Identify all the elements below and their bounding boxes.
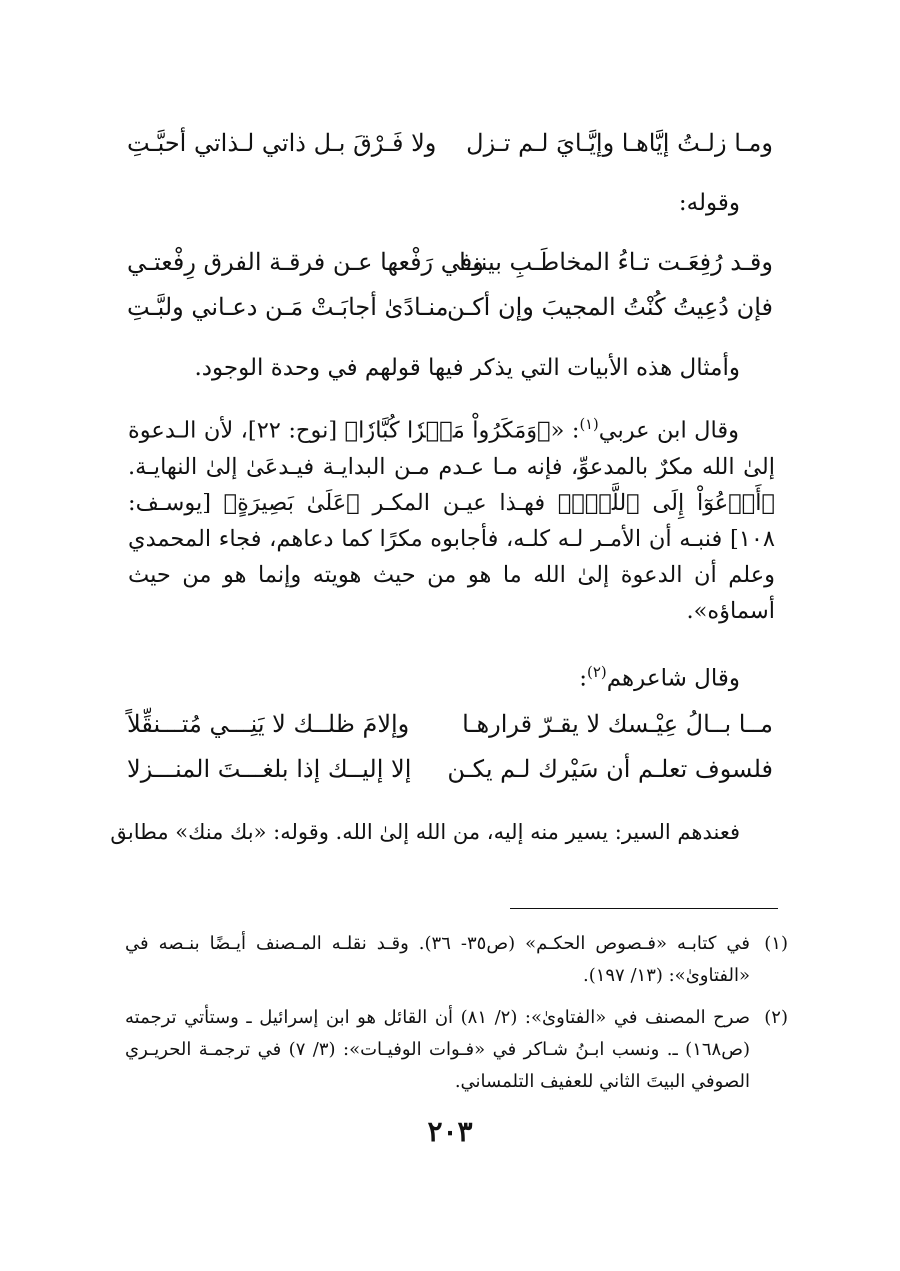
verse-second-hemistich: وفي رَفْعها عـن فرقـة الفرق رِفْعتـي [127,248,484,276]
verse-second-hemistich: وإلامَ ظلــك لا يَنِـــي مُتـــنقِّلاً [127,710,410,738]
verse-first-hemistich: وقـد رُفِعَـت تـاءُ المخاطَـبِ بيننـا [459,248,773,276]
verse-line [127,242,773,282]
intro-lead: وقال شاعرهم [606,665,740,692]
paragraph: وأمثال هذه الأبيات التي يذكر فيها قولهم في وحدة الوجود. [194,355,740,381]
footnote-text: في كتابـه «فـصوص الحكـم» (ص٣٥- ٣٦). وقـد نقلـه المـصنف أيـضًا بنـصه في «الفتاوىٰ»: (١٣/ ١٩٧). [125,933,750,986]
verse-first-hemistich: فلسوف تعلـم أن سَيْرك لـم يكـن [447,755,773,783]
paragraph: فعندهم السير: يسير منه إليه، من الله إلىٰ الله. وقوله: «بك منك» مطابق [110,820,740,844]
verse-intro: وقوله: [678,190,740,216]
verse-second-hemistich: منـادًىٰ أجابَـتْ مَـن دعـاني ولبَّـتِ [127,293,449,321]
verse-second-hemistich: إلا إليــك إذا بلغـــتَ المنـــزلا [127,755,412,783]
page-number: ٢٠٣ [427,1115,473,1148]
verse-line [127,123,773,163]
verse-first-hemistich: فإن دُعِيتُ كُنْتُ المجيبَ وإن أكـن [446,293,773,321]
footnote-ref: (٢) [587,663,607,681]
verse-line [127,704,773,744]
verse-line [127,749,773,789]
footnote-ref: (١) [579,416,599,433]
footnote-1 [125,928,788,992]
ibn-arabi-quote-paragraph [128,407,775,629]
paragraph-lead: وقال ابن عربي [598,417,739,444]
footnote-2 [125,1002,788,1098]
paragraph-body: : «﴿وَمَكَرُواْ مَكۡرٗا كُبَّارٗا﴾ [نوح: ٢٢]، لأن الـدعوة إلىٰ الله مكرٌ بالمدعوِّ، فإنه مـا عـدم مـن البدايـة فيـدعَىٰ إلىٰ النهايـة. ﴿أَدۡعُوٓاْ إِلَى ٱللَّهِۚ﴾ فهـذا عيـن المكـر ﴿عَلَىٰ بَصِيرَةٍ﴾ [يوسـف: ١٠٨] فنبـه أن الأمـر لـه كلـه، فأجابوه مكرًا كما دعاهم، فجاء المحمدي وعلم أن الدعوة إلىٰ الله ما هو من حيث هويته وإنما هو من حيث أسماؤه». [128,417,775,624]
footnote-text: صرح المصنف في «الفتاوىٰ»: (٢/ ٨١) أن القائل هو ابن إسرائيل ـ وستأتي ترجمته (ص١٦٨) ـ. ونسب ابـنُ شـاكر في «فـوات الوفيـات»: (٣/ ٧) في ترجمـة الحريـري الصوفي البيتَ الثاني للعفيف التلمساني. [125,1007,751,1092]
footnote-number: (٢) [764,1007,788,1028]
intro-tail: : [579,665,588,692]
verse-intro [125,655,740,696]
footnote-separator [510,908,778,909]
verse-first-hemistich: مــا بــالُ عِيْـسك لا يقـرّ قرارهـا [462,710,773,738]
verse-line [127,287,773,327]
verse-second-hemistich: ولا فَـرْقَ بـل ذاتي لـذاتي أحبَّـتِ [127,129,437,157]
footnote-number: (١) [764,933,788,954]
verse-first-hemistich: ومـا زلـتُ إيَّاهـا وإيَّـايَ لـم تـزل [466,129,773,157]
